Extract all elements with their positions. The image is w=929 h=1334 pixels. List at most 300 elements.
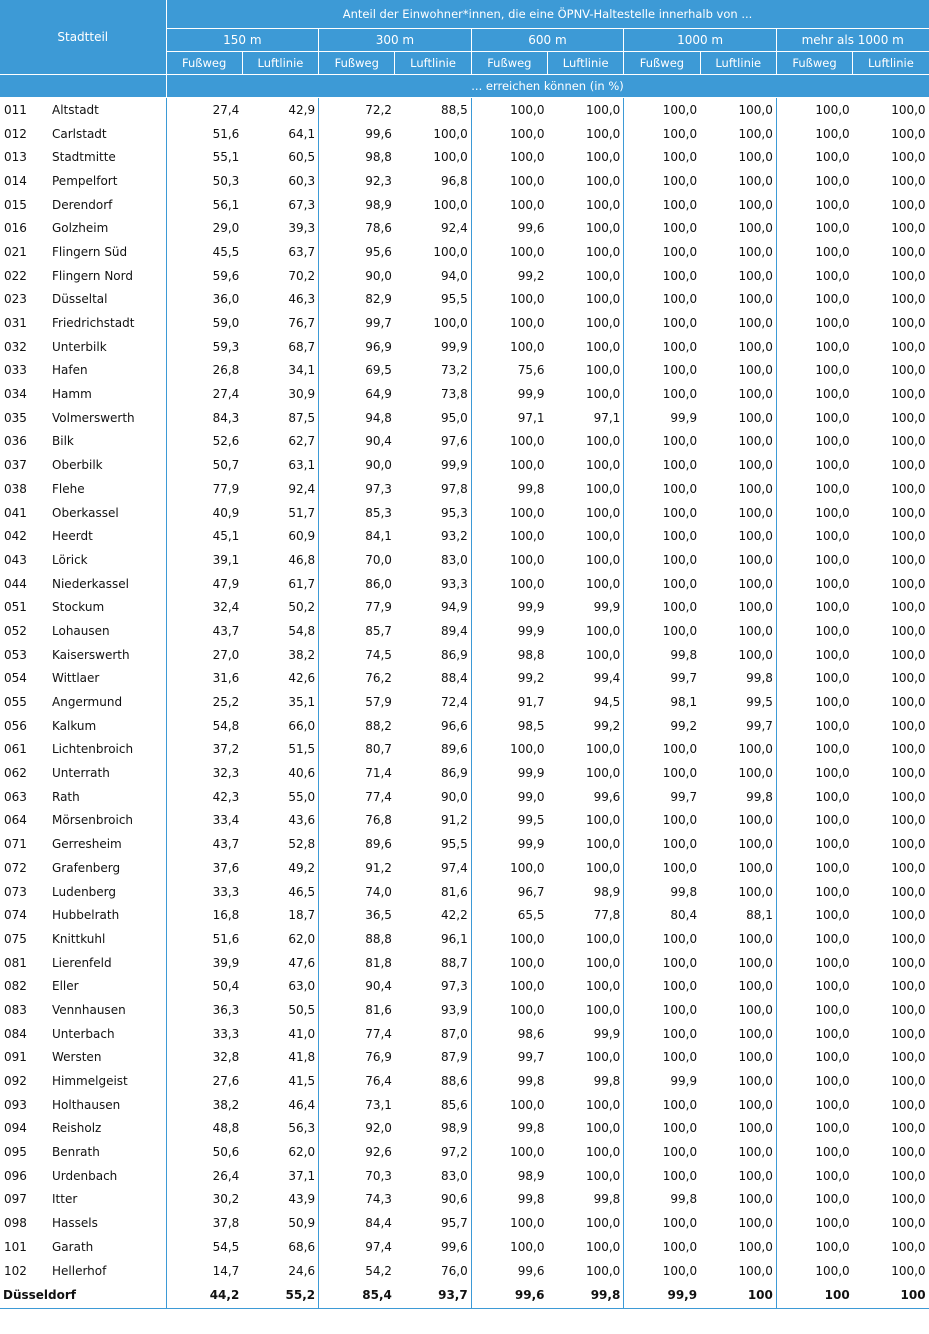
district-code: 091 [4, 1050, 27, 1065]
value-cell: 63,1 [242, 453, 318, 477]
value-cell: 100,0 [700, 264, 776, 288]
value-cell: 100,0 [853, 1093, 929, 1117]
value-cell: 100,0 [700, 1069, 776, 1093]
value-cell: 100,0 [662, 1026, 698, 1041]
value-cell: 100,0 [853, 785, 929, 809]
value-cell: 60,3 [242, 169, 318, 193]
value-cell: 95,5 [395, 832, 471, 856]
value-cell: 100,0 [662, 955, 698, 970]
district-code: 096 [4, 1168, 27, 1183]
value-cell: 100,0 [700, 311, 776, 335]
value-cell: 99,8 [517, 1121, 545, 1136]
value-cell: 92,3 [365, 173, 392, 188]
value-cell: 54,5 [212, 1239, 240, 1254]
value-cell: 63,0 [242, 974, 318, 998]
value-cell: 55,1 [212, 150, 240, 165]
value-cell: 72,4 [395, 690, 471, 714]
table-row [0, 1069, 929, 1093]
district-name: Gerresheim [50, 832, 166, 856]
value-cell: 94,8 [365, 410, 392, 425]
value-cell: 35,1 [242, 690, 318, 714]
value-cell: 100,0 [700, 1093, 776, 1117]
table-row [0, 714, 929, 738]
value-cell: 70,3 [365, 1168, 392, 1183]
district-code: 095 [4, 1145, 27, 1160]
value-cell: 100,0 [815, 244, 850, 259]
value-cell: 100,0 [662, 292, 698, 307]
value-cell: 100,0 [815, 623, 850, 638]
district-name: Hellerhof [50, 1259, 166, 1283]
table-row [0, 785, 929, 809]
value-cell: 99,8 [670, 647, 698, 662]
value-cell: 43,7 [212, 837, 240, 852]
value-cell: 88,5 [395, 98, 471, 122]
district-code: 056 [4, 718, 27, 733]
value-cell: 87,9 [395, 1046, 471, 1070]
value-cell: 100,0 [853, 667, 929, 691]
value-cell: 98,9 [517, 1168, 545, 1183]
value-cell: 100,0 [853, 761, 929, 785]
value-cell: 99,9 [517, 837, 545, 852]
value-cell: 51,6 [212, 931, 240, 946]
district-code: 013 [4, 150, 27, 165]
value-cell: 100,0 [815, 173, 850, 188]
header-distance-1000: 1000 m [624, 29, 777, 52]
value-cell: 100,0 [853, 595, 929, 619]
district-code: 052 [4, 623, 27, 638]
value-cell: 100,0 [853, 406, 929, 430]
header-stadtteil-spacer [0, 75, 166, 98]
district-code: 033 [4, 363, 27, 378]
value-cell: 99,8 [548, 1188, 624, 1212]
value-cell: 100,0 [853, 809, 929, 833]
value-cell: 100,0 [700, 453, 776, 477]
value-cell: 100,0 [510, 1145, 545, 1160]
value-cell: 100,0 [815, 1263, 850, 1278]
value-cell: 100,0 [548, 477, 624, 501]
table-header [0, 0, 929, 98]
table-row [0, 524, 929, 548]
value-cell: 99,6 [548, 785, 624, 809]
value-cell: 99,8 [700, 667, 776, 691]
value-cell: 100,0 [700, 572, 776, 596]
value-cell: 100,0 [815, 789, 850, 804]
value-cell: 100,0 [662, 837, 698, 852]
value-cell: 46,3 [242, 288, 318, 312]
value-cell: 81,6 [365, 1002, 392, 1017]
district-code: 064 [4, 813, 27, 828]
value-cell: 99,6 [517, 221, 545, 236]
value-cell: 80,7 [365, 742, 392, 757]
header-distance-300: 300 m [319, 29, 472, 52]
value-cell: 100,0 [700, 1046, 776, 1070]
value-cell: 100,0 [700, 216, 776, 240]
value-cell: 100,0 [700, 501, 776, 525]
value-cell: 76,0 [395, 1259, 471, 1283]
district-name: Oberbilk [50, 453, 166, 477]
value-cell: 100,0 [510, 434, 545, 449]
value-cell: 100,0 [815, 908, 850, 923]
district-code: 071 [4, 837, 27, 852]
value-cell: 88,2 [365, 718, 392, 733]
value-cell: 100,0 [815, 1002, 850, 1017]
value-cell: 100,0 [662, 1263, 698, 1278]
value-cell: 60,9 [242, 524, 318, 548]
value-cell: 41,0 [242, 1022, 318, 1046]
value-cell: 100,0 [853, 240, 929, 264]
district-name: Urdenbach [50, 1164, 166, 1188]
value-cell: 100,0 [853, 738, 929, 762]
value-cell: 100,0 [662, 126, 698, 141]
value-cell: 100,0 [548, 1164, 624, 1188]
table-row [0, 477, 929, 501]
value-cell: 100,0 [548, 809, 624, 833]
value-cell: 24,6 [242, 1259, 318, 1283]
value-cell: 97,6 [395, 430, 471, 454]
value-cell: 62,7 [242, 430, 318, 454]
value-cell: 56,3 [242, 1117, 318, 1141]
value-cell: 100,0 [853, 122, 929, 146]
value-cell: 92,0 [365, 1121, 392, 1136]
district-name: Angermund [50, 690, 166, 714]
district-name: Mörsenbroich [50, 809, 166, 833]
value-cell: 33,4 [212, 813, 240, 828]
value-cell: 100,0 [662, 1121, 698, 1136]
value-cell: 99,8 [517, 1074, 545, 1089]
value-cell: 100,0 [815, 1097, 850, 1112]
value-cell: 71,4 [365, 766, 392, 781]
value-cell: 100,0 [815, 221, 850, 236]
value-cell: 51,5 [242, 738, 318, 762]
value-cell: 95,3 [395, 501, 471, 525]
district-code: 043 [4, 552, 27, 567]
value-cell: 100,0 [853, 856, 929, 880]
table-row [0, 145, 929, 169]
value-cell: 100,0 [815, 102, 850, 117]
value-cell: 52,8 [242, 832, 318, 856]
header-distance-150: 150 m [166, 29, 319, 52]
value-cell: 100,0 [815, 695, 850, 710]
value-cell: 100,0 [815, 316, 850, 331]
table-row [0, 903, 929, 927]
value-cell: 100,0 [853, 690, 929, 714]
district-name: Flingern Süd [50, 240, 166, 264]
value-cell: 100,0 [853, 193, 929, 217]
district-code: 042 [4, 529, 27, 544]
value-cell: 100,0 [853, 572, 929, 596]
value-cell: 100,0 [510, 244, 545, 259]
value-cell: 82,9 [365, 292, 392, 307]
value-cell: 32,3 [212, 766, 240, 781]
header-stadtteil: Stadtteil [0, 0, 166, 75]
header-unit-row: ... erreichen können (in %) [166, 75, 929, 98]
value-cell: 100,0 [662, 813, 698, 828]
value-cell: 88,1 [700, 903, 776, 927]
value-cell: 50,7 [212, 458, 240, 473]
district-name: Kaiserswerth [50, 643, 166, 667]
table-row [0, 216, 929, 240]
value-cell: 41,5 [242, 1069, 318, 1093]
district-name: Carlstadt [50, 122, 166, 146]
district-code: 061 [4, 742, 27, 757]
value-cell: 100,0 [510, 1002, 545, 1017]
value-cell: 18,7 [242, 903, 318, 927]
table-row [0, 1259, 929, 1283]
district-name: Unterbach [50, 1022, 166, 1046]
district-name: Grafenberg [50, 856, 166, 880]
value-cell: 100,0 [700, 548, 776, 572]
value-cell: 100,0 [548, 169, 624, 193]
value-cell: 38,2 [212, 1097, 240, 1112]
value-cell: 100,0 [662, 600, 698, 615]
district-code: 093 [4, 1097, 27, 1112]
value-cell: 100,0 [700, 406, 776, 430]
value-cell: 66,0 [242, 714, 318, 738]
value-cell: 100,0 [853, 430, 929, 454]
value-cell: 100,0 [815, 766, 850, 781]
value-cell: 100,0 [548, 501, 624, 525]
value-cell: 50,2 [242, 595, 318, 619]
district-code: 073 [4, 884, 27, 899]
value-cell: 46,4 [242, 1093, 318, 1117]
value-cell: 100,0 [700, 832, 776, 856]
value-cell: 90,0 [365, 458, 392, 473]
value-cell: 98,1 [670, 695, 698, 710]
value-cell: 100,0 [853, 619, 929, 643]
value-cell: 100,0 [510, 292, 545, 307]
district-code: 037 [4, 458, 27, 473]
value-cell: 100,0 [700, 98, 776, 122]
table-row [0, 335, 929, 359]
value-cell: 100,0 [815, 931, 850, 946]
value-cell: 74,3 [365, 1192, 392, 1207]
value-cell: 69,5 [365, 363, 392, 378]
value-cell: 47,6 [242, 951, 318, 975]
value-cell: 100,0 [662, 1002, 698, 1017]
value-cell: 100,0 [853, 903, 929, 927]
value-cell: 100,0 [510, 979, 545, 994]
district-name: Unterbilk [50, 335, 166, 359]
table-row [0, 288, 929, 312]
value-cell: 100,0 [662, 244, 698, 259]
district-name: Himmelgeist [50, 1069, 166, 1093]
district-code: 011 [4, 102, 27, 117]
value-cell: 100,0 [510, 458, 545, 473]
value-cell: 84,4 [365, 1216, 392, 1231]
value-cell: 89,6 [365, 837, 392, 852]
value-cell: 100,0 [700, 619, 776, 643]
value-cell: 99,5 [517, 813, 545, 828]
table-row [0, 761, 929, 785]
value-cell: 94,9 [395, 595, 471, 619]
district-name: Volmerswerth [50, 406, 166, 430]
value-cell: 100,0 [548, 264, 624, 288]
header-fussweg: Fußweg [471, 52, 547, 75]
value-cell: 100,0 [700, 809, 776, 833]
value-cell: 50,3 [212, 173, 240, 188]
district-name: Lichtenbroich [50, 738, 166, 762]
value-cell: 100,0 [815, 1050, 850, 1065]
value-cell: 100,0 [510, 529, 545, 544]
value-cell: 99,9 [395, 335, 471, 359]
district-code: 038 [4, 481, 27, 496]
value-cell: 100,0 [548, 216, 624, 240]
value-cell: 76,2 [365, 671, 392, 686]
value-cell: 76,7 [242, 311, 318, 335]
value-cell: 70,0 [365, 552, 392, 567]
value-cell: 99,7 [517, 1050, 545, 1065]
value-cell: 100,0 [662, 766, 698, 781]
district-name: Rath [50, 785, 166, 809]
district-name: Hubbelrath [50, 903, 166, 927]
value-cell: 16,8 [212, 908, 240, 923]
value-cell: 100,0 [395, 311, 471, 335]
value-cell: 100,0 [548, 145, 624, 169]
value-cell: 88,4 [395, 667, 471, 691]
value-cell: 91,7 [517, 695, 545, 710]
value-cell: 100,0 [815, 150, 850, 165]
district-code: 035 [4, 410, 27, 425]
district-code: 082 [4, 979, 27, 994]
value-cell: 100,0 [548, 288, 624, 312]
value-cell: 100,0 [662, 458, 698, 473]
value-cell: 98,9 [365, 197, 392, 212]
value-cell: 100,0 [662, 150, 698, 165]
header-luftlinie: Luftlinie [700, 52, 776, 75]
value-cell: 99,7 [670, 789, 698, 804]
district-code: 051 [4, 600, 27, 615]
value-cell: 99,7 [700, 714, 776, 738]
value-cell: 100,0 [662, 623, 698, 638]
district-name: Reisholz [50, 1117, 166, 1141]
value-cell: 99,2 [517, 671, 545, 686]
value-cell: 99,0 [517, 789, 545, 804]
value-cell: 100,0 [815, 529, 850, 544]
value-cell: 100,0 [853, 1211, 929, 1235]
value-cell: 100,0 [662, 268, 698, 283]
table-row [0, 1022, 929, 1046]
district-name: Bilk [50, 430, 166, 454]
district-name: Stockum [50, 595, 166, 619]
value-cell: 100,0 [662, 860, 698, 875]
value-cell: 100,0 [395, 145, 471, 169]
value-cell: 42,2 [395, 903, 471, 927]
value-cell: 94,5 [548, 690, 624, 714]
value-cell: 100,0 [395, 240, 471, 264]
table-row [0, 927, 929, 951]
value-cell: 100,0 [700, 359, 776, 383]
value-cell: 100,0 [662, 1145, 698, 1160]
value-cell: 100,0 [853, 264, 929, 288]
value-cell: 100,0 [662, 197, 698, 212]
value-cell: 64,1 [242, 122, 318, 146]
value-cell: 68,7 [242, 335, 318, 359]
value-cell: 85,7 [365, 623, 392, 638]
value-cell: 100,0 [548, 1093, 624, 1117]
value-cell: 93,9 [395, 998, 471, 1022]
district-code: 094 [4, 1121, 27, 1136]
value-cell: 100,0 [853, 951, 929, 975]
value-cell: 100,0 [815, 600, 850, 615]
value-cell: 100,0 [815, 434, 850, 449]
value-cell: 97,8 [395, 477, 471, 501]
value-cell: 100,0 [548, 974, 624, 998]
header-distance-over-1000: mehr als 1000 m [776, 29, 929, 52]
value-cell: 50,4 [212, 979, 240, 994]
table-row [0, 619, 929, 643]
value-cell: 97,4 [395, 856, 471, 880]
value-cell: 100,0 [853, 524, 929, 548]
value-cell: 99,8 [670, 1192, 698, 1207]
value-cell: 100,0 [700, 927, 776, 951]
value-cell: 100,0 [815, 647, 850, 662]
value-cell: 100,0 [662, 387, 698, 402]
district-code: 063 [4, 789, 27, 804]
value-cell: 100,0 [815, 1192, 850, 1207]
value-cell: 76,9 [365, 1050, 392, 1065]
value-cell: 92,6 [365, 1145, 392, 1160]
district-name: Derendorf [50, 193, 166, 217]
table-row [0, 1211, 929, 1235]
value-cell: 100,0 [815, 860, 850, 875]
district-name: Pempelfort [50, 169, 166, 193]
district-name: Wersten [50, 1046, 166, 1070]
value-cell: 100,0 [548, 856, 624, 880]
value-cell: 100,0 [815, 813, 850, 828]
value-cell: 100,0 [510, 955, 545, 970]
value-cell: 100,0 [700, 1235, 776, 1259]
value-cell: 100,0 [853, 288, 929, 312]
value-cell: 88,7 [395, 951, 471, 975]
value-cell: 100,0 [815, 387, 850, 402]
value-cell: 40,9 [212, 505, 240, 520]
district-code: 075 [4, 931, 27, 946]
value-cell: 100,0 [853, 832, 929, 856]
value-cell: 100,0 [662, 339, 698, 354]
value-cell: 51,6 [212, 126, 240, 141]
value-cell: 100,0 [548, 453, 624, 477]
value-cell: 29,0 [212, 221, 240, 236]
value-cell: 77,9 [212, 481, 240, 496]
value-cell: 42,3 [212, 789, 240, 804]
value-cell: 100,0 [510, 1097, 545, 1112]
value-cell: 100,0 [700, 1022, 776, 1046]
value-cell: 99,9 [624, 1282, 700, 1309]
district-code: 032 [4, 339, 27, 354]
value-cell: 99,2 [548, 714, 624, 738]
value-cell: 100,0 [815, 363, 850, 378]
value-cell: 93,2 [395, 524, 471, 548]
table-body [0, 98, 929, 1309]
value-cell: 90,6 [395, 1188, 471, 1212]
table-row [0, 595, 929, 619]
value-cell: 84,3 [212, 410, 240, 425]
value-cell: 100,0 [662, 742, 698, 757]
value-cell: 100,0 [815, 197, 850, 212]
value-cell: 96,9 [365, 339, 392, 354]
value-cell: 100 [700, 1282, 776, 1309]
value-cell: 100,0 [853, 1235, 929, 1259]
value-cell: 98,6 [517, 1026, 545, 1041]
value-cell: 96,1 [395, 927, 471, 951]
value-cell: 100,0 [815, 458, 850, 473]
value-cell: 26,4 [212, 1168, 240, 1183]
value-cell: 100,0 [815, 1121, 850, 1136]
table-row [0, 548, 929, 572]
value-cell: 100,0 [548, 1046, 624, 1070]
value-cell: 43,6 [242, 809, 318, 833]
value-cell: 100,0 [700, 1164, 776, 1188]
